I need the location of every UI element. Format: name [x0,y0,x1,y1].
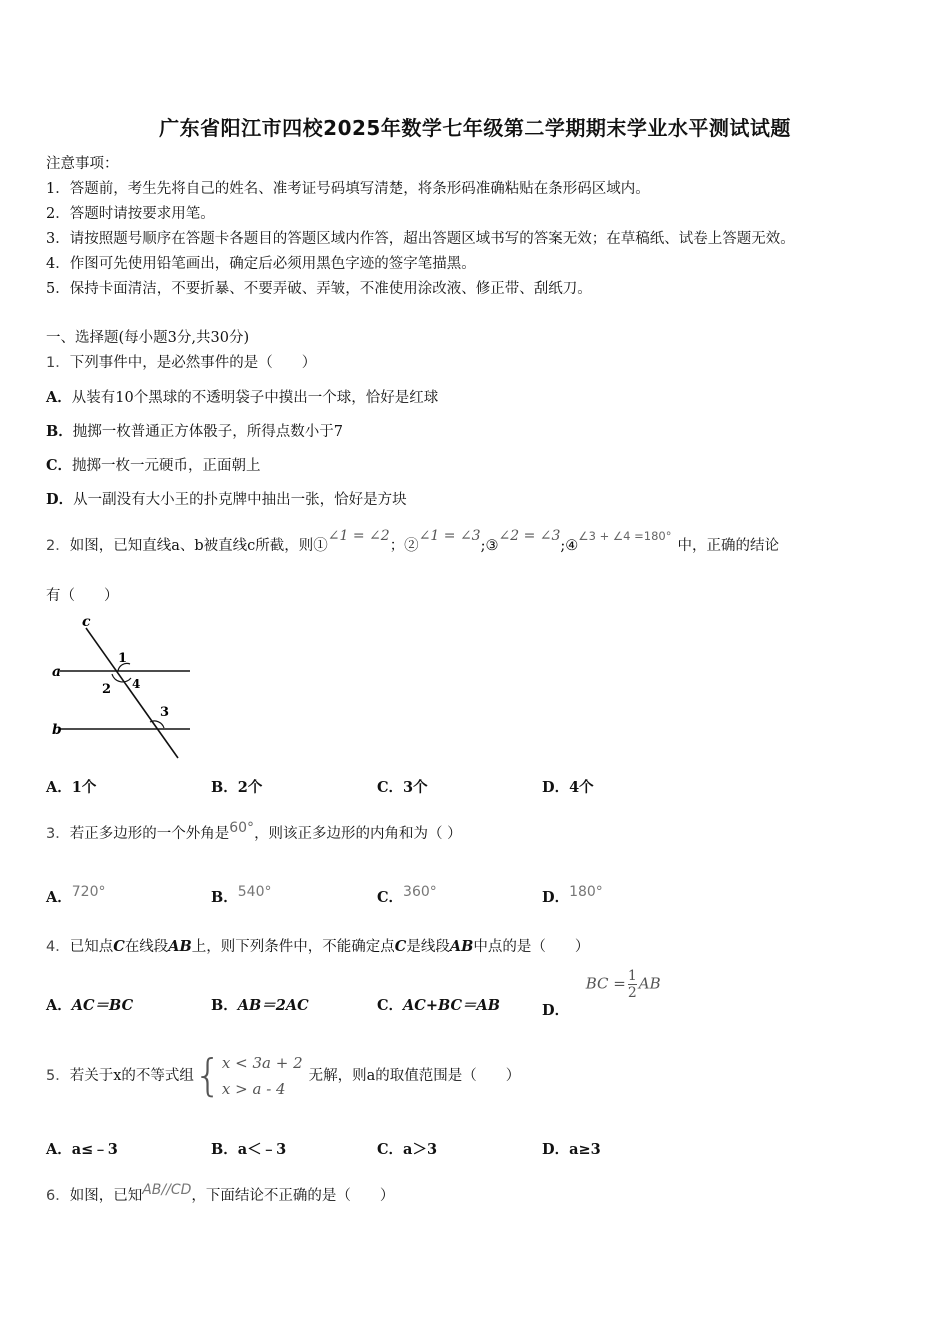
segment-ab: AB [449,938,474,955]
angle-value: 60° [229,820,255,836]
q5-option-c[interactable] [377,1138,437,1159]
inequality-2: x > a - 4 [221,1080,286,1098]
section-heading: 一、选择题(每小题3分,共30分) [46,330,250,346]
inequality-1: x < 3a + 2 [221,1054,303,1072]
option-text: 从装有10个黑球的不透明袋子中摸出一个球，恰好是红球 [71,390,439,406]
q5-option-b[interactable] [211,1138,286,1159]
q1-option-d[interactable] [46,488,407,509]
question-6 [46,1184,394,1205]
label-1: 1 [118,651,128,666]
notice-item-3: 3．请按照题号顺序在答题卡各题目的答题区域内作答，超出答题区域书写的答案无效；在草稿纸、试卷上答题无效。 [46,231,795,247]
option-key: C． [377,1141,404,1158]
option-key: A． [46,997,72,1014]
q2-option-c[interactable] [377,776,428,797]
parallel-lines-figure [46,612,196,762]
option-key: C． [377,889,404,906]
option-text: 2个 [237,779,263,796]
q5-option-d[interactable] [542,1138,601,1159]
inequality-system [222,1050,303,1102]
separator: ;④ [560,538,579,554]
q3-option-b[interactable] [211,880,272,906]
notice-item-2: 2．答题时请按要求用笔。 [46,206,215,222]
q3-option-c[interactable] [377,880,437,906]
option-text: a≤﹣3 [71,1141,118,1158]
separator: ;③ [480,538,499,554]
line-c [86,628,178,758]
q3-option-a[interactable] [46,880,106,906]
option-key: D． [542,779,570,796]
option-text: 540° [237,884,272,900]
q2-option-b[interactable] [211,776,262,797]
option-text: 3个 [403,779,428,796]
label-a: a [52,664,62,680]
option-key: D． [542,1141,570,1158]
option-text: 360° [403,884,437,900]
question-text: 上，则下列条件中，不能确定点 [191,939,395,955]
option-key: D． [46,491,74,508]
option-key: A． [46,389,72,406]
question-5 [46,1050,520,1102]
left-brace: { [193,1050,222,1101]
option-text: 720° [71,884,106,900]
q4-option-d[interactable] [542,968,661,1019]
label-2: 2 [102,682,112,697]
point-c: C [394,938,407,955]
option-text: a＞3 [403,1141,438,1158]
label-c: c [82,614,91,630]
question-text: 已知点 [69,939,114,955]
option-text: 抛掷一枚一元硬币，正面朝上 [72,458,261,474]
notice-item-1: 1．答题前，考生先将自己的姓名、准考证号码填写清楚，将条形码准确粘贴在条形码区域内。 [46,181,650,197]
notice-heading: 注意事项： [46,156,119,172]
option-text: AC＝BC [71,997,134,1014]
option-key: B． [211,997,238,1014]
question-4 [46,935,589,956]
option-key: B． [211,779,238,796]
question-text: 下列事件中，是必然事件的是（ ） [69,355,317,371]
angle-expression: ∠1 = ∠2 [327,528,390,544]
fraction-denominator: 2 [627,985,637,1001]
label-b: b [52,722,62,738]
q5-option-a[interactable] [46,1138,118,1159]
option-text: AC+BC＝AB [403,997,501,1014]
question-text: 是线段 [406,939,450,955]
parallel-expression: AB//CD [142,1182,192,1198]
q1-option-c[interactable] [46,454,261,475]
notice-item-4: 4．作图可先使用铅笔画出，确定后必须用黑色字迹的签字笔描黑。 [46,256,476,272]
question-1 [46,351,316,372]
option-text: a＜﹣3 [237,1141,287,1158]
option-text: 4个 [569,779,594,796]
option-text: a≥3 [569,1141,601,1158]
q4-option-a[interactable] [46,994,133,1015]
question-2 [46,528,779,555]
question-number: 5． [46,1068,70,1084]
angle-expression: ∠3 + ∠4 =180° [578,529,672,543]
option-key: B． [211,889,238,906]
fraction-lhs: BC = [585,974,626,993]
option-key: A． [46,1141,72,1158]
option-key: C． [377,779,404,796]
option-text: 从一副没有大小王的扑克牌中抽出一张，恰好是方块 [73,492,407,508]
q1-option-a[interactable] [46,386,438,407]
fraction-rhs: AB [638,974,661,993]
question-text: 如图，已知 [69,1188,143,1204]
question-number: 3． [46,826,70,842]
question-text: 若关于x的不等式组 [69,1068,194,1084]
q3-option-d[interactable] [542,880,603,906]
option-key: D． [542,889,570,906]
option-key: B． [46,423,73,440]
option-text: AB＝2AC [237,997,309,1014]
question-text-continued: 无解，则a的取值范围是（ ） [308,1068,521,1084]
option-key: D． [542,1001,570,1019]
question-number: 4． [46,939,70,955]
q4-option-b[interactable] [211,994,309,1015]
angle-expression: ∠1 = ∠3 [418,528,481,544]
notice-item-5: 5．保持卡面清洁，不要折暴、不要弄破、弄皱，不准使用涂改液、修正带、刮纸刀。 [46,281,592,297]
separator: ；② [389,538,419,554]
q1-option-b[interactable] [46,420,343,441]
option-text: 抛掷一枚普通正方体骰子，所得点数小于7 [72,424,343,440]
angle-expression: ∠2 = ∠3 [498,528,561,544]
option-key: A． [46,779,72,796]
question-number: 1． [46,355,70,371]
q2-option-a[interactable] [46,776,96,797]
q4-option-c[interactable] [377,994,500,1015]
question-number: 2． [46,538,70,554]
option-key: A． [46,889,72,906]
question-text-continued: ，下面结论不正确的是（ ） [191,1188,395,1204]
question-number: 6． [46,1188,70,1204]
fraction-numerator: 1 [627,968,637,984]
option-key: B． [211,1141,238,1158]
page-title: 广东省阳江市四校2025年数学七年级第二学期期末学业水平测试试题 [159,116,791,140]
question-text-continued: 中，正确的结论 [677,538,779,554]
segment-ab: AB [168,938,192,955]
label-4: 4 [132,677,141,691]
question-text: 在线段 [124,939,169,955]
option-text: 180° [569,884,603,900]
question-text: 若正多边形的一个外角是 [69,826,230,842]
question-text: 如图，已知直线a、b被直线c所截，则① [69,538,328,554]
option-key: C． [377,997,404,1014]
question-text-continued: ，则该正多边形的内角和为（ ） [254,826,462,842]
question-3 [46,822,462,843]
option-key: C． [46,457,73,474]
point-c: C [113,938,125,955]
fraction-expression [586,968,661,1001]
question-text: 中点的是（ ） [473,939,590,955]
option-text: 1个 [71,779,97,796]
label-3: 3 [160,705,170,720]
question-2-continued: 有（ ） [46,588,119,604]
fraction [628,968,637,1001]
q2-option-d[interactable] [542,776,594,797]
